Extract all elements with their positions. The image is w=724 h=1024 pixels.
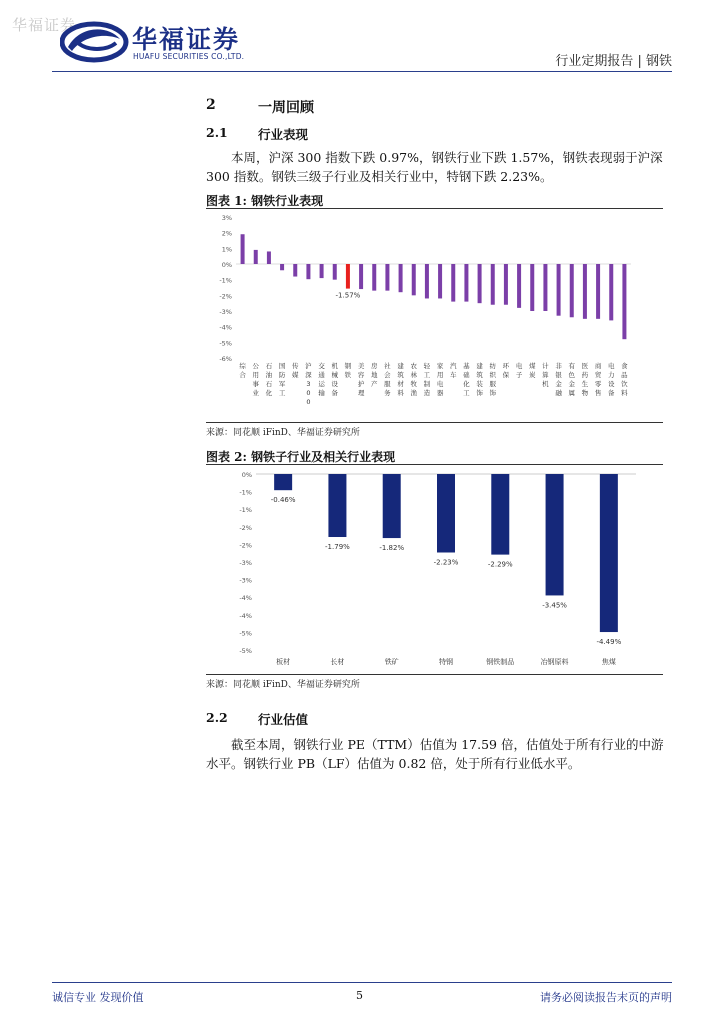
figure1-bottom-rule: [206, 422, 663, 423]
data-label: -1.57%: [335, 291, 361, 300]
x-tick-label: 农林牧渔: [410, 362, 417, 397]
bar: [437, 474, 455, 552]
x-tick-label: 传媒: [292, 362, 299, 379]
x-tick-label: 特钢: [439, 658, 453, 666]
bar: [570, 264, 574, 317]
data-label: -1.82%: [379, 544, 405, 553]
bar: [333, 264, 337, 280]
bar: [372, 264, 376, 291]
x-tick-label: 公用事业: [252, 362, 259, 397]
bar: [504, 264, 508, 305]
figure1-source: 来源：同花顺 iFinD、华福证券研究所: [206, 428, 360, 438]
bar: [600, 474, 618, 632]
y-tick-label: -1%: [219, 276, 232, 285]
y-tick-label: -1%: [239, 506, 252, 515]
bar: [622, 264, 626, 339]
data-label: -2.29%: [487, 560, 513, 569]
bar: [464, 264, 468, 302]
y-tick-label: 2%: [221, 229, 232, 238]
figure1-top-rule: [206, 208, 663, 209]
subsection-number: 2.1: [206, 125, 228, 140]
bar: [425, 264, 429, 298]
x-tick-label: 基础化工: [463, 362, 470, 397]
page-number: 5: [356, 989, 363, 1002]
x-tick-label: 铁矿: [384, 658, 399, 666]
x-tick-label: 交通运输: [318, 362, 325, 397]
bar: [609, 264, 613, 320]
performance-paragraph: 本周，沪深 300 指数下跌 0.97%，钢铁行业下跌 1.57%，钢铁表现弱于沪深 300 指数。钢铁三级子行业及相关行业中，特钢下跌 2.23%。: [206, 150, 663, 184]
y-tick-label: -4%: [239, 594, 252, 603]
watermark: 华福证券: [12, 16, 77, 34]
y-tick-label: -2%: [219, 292, 232, 301]
y-tick-label: -2%: [239, 541, 252, 550]
bar: [346, 264, 350, 289]
bar: [478, 264, 482, 303]
y-tick-label: -3%: [239, 559, 252, 567]
industry-performance-chart: [206, 210, 663, 422]
x-tick-label: 美容护理: [357, 362, 365, 397]
figure2-top-rule: [206, 464, 663, 465]
y-tick-label: -5%: [219, 339, 232, 348]
figure2-bottom-rule: [206, 674, 663, 675]
bar: [583, 264, 587, 319]
y-tick-label: -5%: [239, 629, 252, 638]
x-tick-label: 纺织服饰: [489, 362, 496, 397]
x-tick-label: 焦煤: [601, 658, 616, 666]
x-tick-label: 社会服务: [384, 362, 391, 397]
logo-english-name: HUAFU SECURITIES CO.,LTD.: [133, 52, 245, 61]
x-tick-label: 建筑装饰: [476, 362, 483, 397]
bar: [546, 474, 564, 595]
x-tick-label: 家用电器: [436, 362, 444, 397]
bar: [491, 264, 495, 305]
x-tick-label: 石油石化: [265, 362, 273, 397]
x-tick-label: 钢铁: [344, 362, 352, 379]
section-title: 一周回顾: [258, 100, 314, 116]
bar: [293, 264, 297, 277]
y-tick-label: 0%: [241, 471, 252, 479]
x-tick-label: 煤炭: [529, 362, 536, 379]
figure2-source: 来源：同花顺 iFinD、华福证券研究所: [206, 680, 360, 690]
y-tick-label: -3%: [219, 308, 232, 316]
y-tick-label: -6%: [219, 355, 232, 363]
y-tick-label: -4%: [219, 323, 232, 332]
valuation-paragraph: 截至本周，钢铁行业 PE（TTM）估值为 17.59 倍，估值处于所有行业的中游水平。钢铁行业 PB（LF）估值为 0.82 倍，处于所有行业低水平。: [206, 737, 664, 771]
data-label: -1.79%: [325, 543, 350, 552]
bar: [412, 264, 416, 295]
bar: [306, 264, 310, 279]
y-tick-label: 3%: [221, 214, 232, 222]
data-label: -3.45%: [542, 601, 567, 610]
bar: [517, 264, 521, 308]
x-tick-label: 轻工制造: [423, 362, 431, 397]
subsection2-number: 2.2: [206, 710, 228, 725]
sub-industry-performance-chart: [206, 466, 663, 674]
bar: [320, 264, 324, 278]
data-label: -4.49%: [596, 638, 622, 647]
x-tick-label: 汽车: [450, 362, 457, 379]
bar: [438, 264, 442, 298]
subsection-title: 行业表现: [258, 127, 309, 142]
subsection2-title: 行业估值: [258, 712, 309, 727]
y-tick-label: 0%: [221, 261, 232, 269]
x-tick-label: 非银金融: [555, 362, 562, 397]
data-label: -2.23%: [433, 558, 459, 567]
bar: [267, 251, 271, 264]
x-tick-label: 医药生物: [581, 362, 589, 397]
x-tick-label: 计算机: [542, 362, 549, 388]
x-tick-label: 综合: [239, 362, 246, 379]
footer-divider: [52, 982, 672, 983]
header-report-type: 行业定期报告 | 钢铁: [555, 54, 672, 69]
x-tick-label: 房地产: [371, 362, 378, 388]
y-tick-label: -1%: [239, 488, 252, 497]
bar: [241, 234, 245, 264]
x-tick-label: 长材: [330, 658, 345, 666]
x-tick-label: 机械设备: [331, 362, 338, 397]
header-divider: [52, 71, 672, 72]
bar: [596, 264, 600, 319]
x-tick-label: 有色金属: [568, 362, 575, 397]
bar: [328, 474, 346, 537]
section-number: 2: [206, 97, 216, 113]
data-label: -0.46%: [270, 496, 296, 505]
x-tick-label: 钢铁制品: [486, 658, 515, 666]
bar: [451, 264, 455, 302]
y-tick-label: -3%: [239, 576, 252, 585]
x-tick-label: 板材: [276, 658, 291, 666]
bar: [530, 264, 534, 311]
bar: [280, 264, 284, 270]
bar: [543, 264, 547, 311]
bar: [399, 264, 403, 292]
footer-slogan: 诚信专业 发现价值: [52, 991, 144, 1004]
bar: [557, 264, 561, 316]
x-tick-label: 国防军工: [278, 362, 286, 397]
logo-chinese-name: 华福证券: [132, 25, 241, 54]
footer-disclaimer: 请务必阅读报告末页的声明: [540, 991, 672, 1004]
bar: [359, 264, 363, 289]
y-tick-label: -5%: [239, 647, 252, 655]
y-tick-label: -2%: [239, 523, 252, 532]
x-tick-label: 食品饮料: [621, 362, 628, 397]
y-tick-label: 1%: [221, 245, 232, 254]
bar: [385, 264, 389, 291]
y-tick-label: -4%: [239, 611, 252, 620]
bar: [491, 474, 509, 555]
x-tick-label: 环保: [502, 362, 510, 379]
figure1-title: 图表 1: 钢铁行业表现: [206, 194, 324, 208]
figure2-title: 图表 2: 钢铁子行业及相关行业表现: [206, 450, 396, 464]
bar: [274, 474, 292, 490]
x-tick-label: 沪深 3 0 0: [305, 362, 312, 406]
bar: [254, 250, 258, 264]
x-tick-label: 冶钢原料: [540, 658, 569, 666]
x-tick-label: 建筑材料: [397, 362, 404, 397]
bar: [383, 474, 401, 538]
x-tick-label: 电力设备: [608, 362, 615, 397]
x-tick-label: 商贸零售: [594, 362, 602, 397]
x-tick-label: 电子: [515, 362, 523, 379]
